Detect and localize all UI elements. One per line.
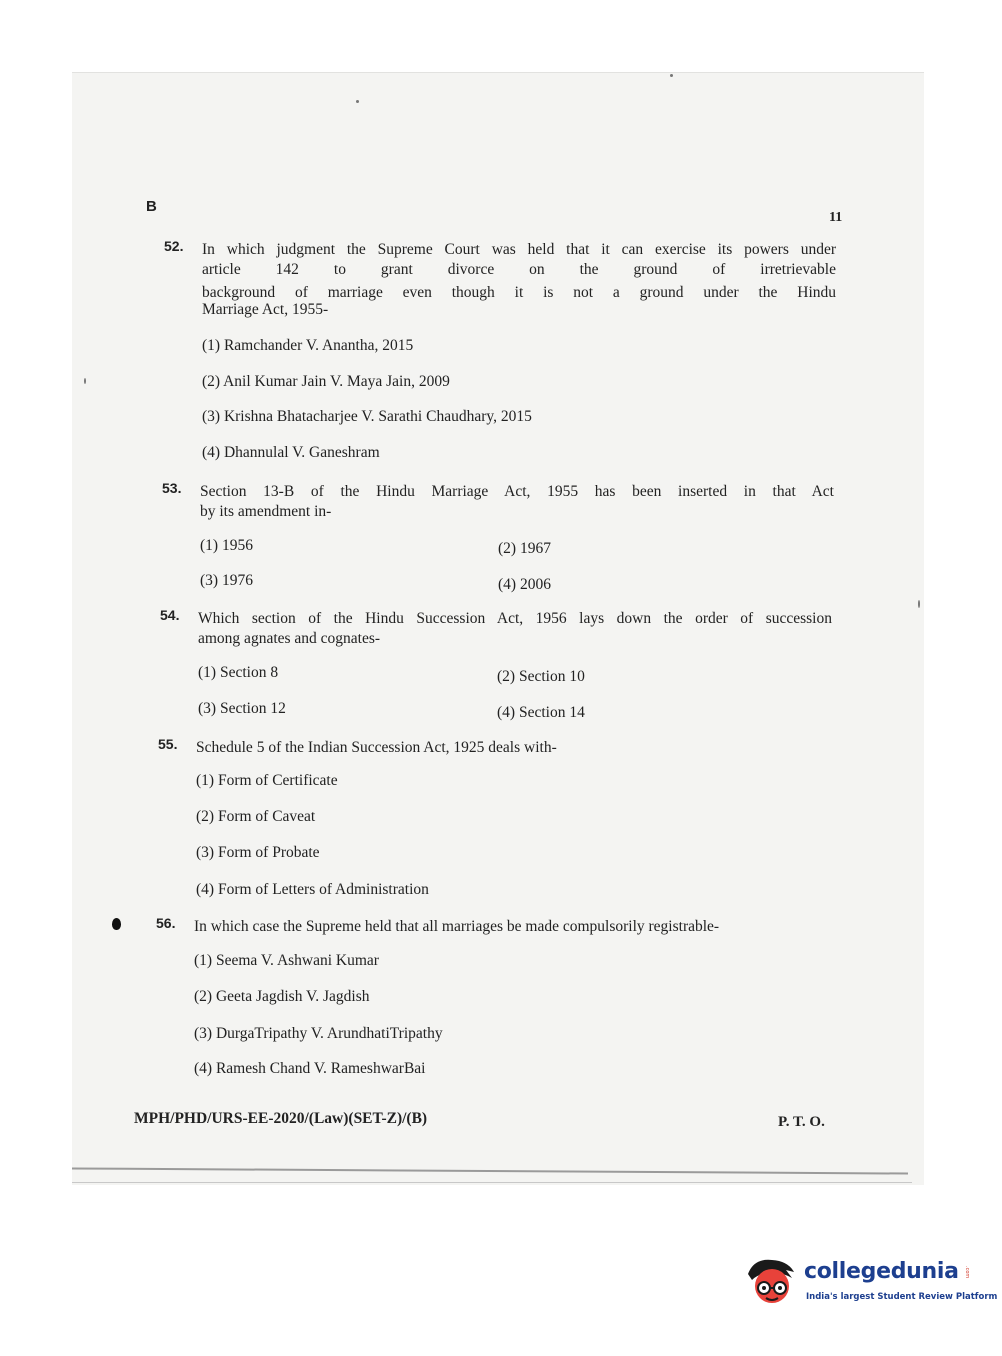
logo-wordmark: collegedunia bbox=[804, 1259, 959, 1284]
question-number: 56. bbox=[156, 915, 176, 931]
question-text-line: article 142 to grant divorce on the ground of irretrievable bbox=[202, 261, 836, 278]
question-number: 52. bbox=[164, 238, 184, 254]
answer-option: (2) Form of Caveat bbox=[196, 808, 316, 825]
question-text-line: among agnates and cognates- bbox=[198, 630, 381, 647]
question-text-line: Section 13-B of the Hindu Marriage Act, 1955 has been inserted in that Act bbox=[200, 483, 834, 500]
scan-speck bbox=[356, 100, 359, 103]
answer-option: (3) Form of Probate bbox=[196, 844, 320, 861]
logo-tagline: India's largest Student Review Platform bbox=[806, 1292, 998, 1302]
question-text-line: Marriage Act, 1955- bbox=[202, 301, 329, 318]
question-text-line: In which judgment the Supreme Court was held that it can exercise its powers under bbox=[202, 241, 836, 258]
scan-speck bbox=[918, 600, 920, 608]
answer-option: (2) Section 10 bbox=[497, 668, 585, 685]
pto-label: P. T. O. bbox=[778, 1114, 825, 1130]
answer-option: (3) 1976 bbox=[200, 572, 253, 589]
scan-speck bbox=[84, 378, 86, 384]
answer-option: (1) 1956 bbox=[200, 537, 253, 554]
question-number: 55. bbox=[158, 736, 178, 752]
collegedunia-logo[interactable] bbox=[742, 1252, 998, 1314]
answer-option: (4) Form of Letters of Administration bbox=[196, 881, 429, 898]
answer-option: (2) 1967 bbox=[498, 540, 551, 557]
set-letter: B bbox=[146, 198, 157, 215]
mascot-icon bbox=[742, 1252, 800, 1310]
scan-speck bbox=[670, 74, 673, 77]
answer-option: (1) Ramchander V. Anantha, 2015 bbox=[202, 337, 414, 354]
answer-option: (2) Geeta Jagdish V. Jagdish bbox=[194, 988, 370, 1005]
exam-code-footer: MPH/PHD/URS-EE-2020/(Law)(SET-Z)/(B) bbox=[134, 1110, 428, 1127]
answer-option: (2) Anil Kumar Jain V. Maya Jain, 2009 bbox=[202, 373, 450, 390]
page-number: 11 bbox=[829, 210, 843, 225]
answer-option: (1) Form of Certificate bbox=[196, 772, 338, 789]
answer-option: (4) 2006 bbox=[498, 576, 551, 593]
answer-option: (3) DurgaTripathy V. ArundhatiTripathy bbox=[194, 1025, 443, 1042]
answer-option: (1) Section 8 bbox=[198, 664, 279, 681]
logo-domain-suffix: .com bbox=[964, 1266, 970, 1279]
answer-option: (4) Ramesh Chand V. RameshwarBai bbox=[194, 1060, 426, 1077]
question-text-line: background of marriage even though it is not a ground under the Hindu bbox=[202, 284, 836, 301]
question-number: 54. bbox=[160, 607, 180, 623]
question-text-line: Schedule 5 of the Indian Succession Act, 1925 deals with- bbox=[196, 739, 557, 756]
answer-option: (4) Dhannulal V. Ganeshram bbox=[202, 444, 380, 461]
question-text-line: In which case the Supreme held that all marriages be made compulsorily registrable- bbox=[194, 918, 720, 935]
page-edge-line-lower bbox=[72, 1182, 912, 1183]
margin-bullet-mark bbox=[112, 918, 121, 930]
question-text-line: by its amendment in- bbox=[200, 503, 332, 520]
answer-option: (1) Seema V. Ashwani Kumar bbox=[194, 952, 379, 969]
answer-option: (3) Section 12 bbox=[198, 700, 286, 717]
answer-option: (3) Krishna Bhatacharjee V. Sarathi Chaudhary, 2015 bbox=[202, 408, 532, 425]
question-text-line: Which section of the Hindu Succession Act, 1956 lays down the order of succession bbox=[198, 610, 832, 627]
answer-option: (4) Section 14 bbox=[497, 704, 585, 721]
question-number: 53. bbox=[162, 480, 182, 496]
